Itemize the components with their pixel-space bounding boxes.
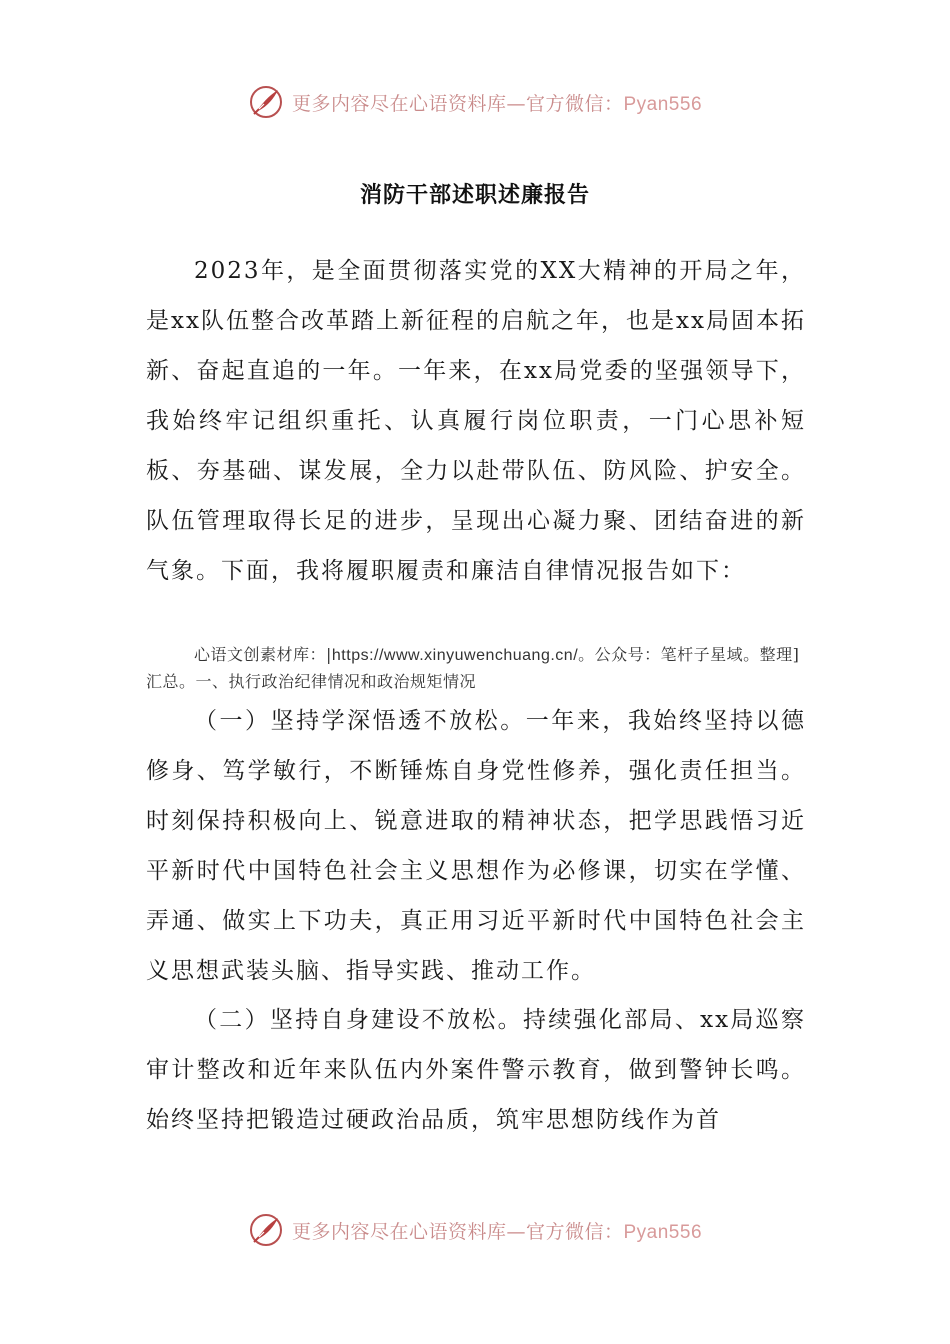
paragraph-section-2: （二）坚持自身建设不放松。持续强化部局、xx局巡察审计整改和近年来队伍内外案件警示教育，做到警钟长鸣。始终坚持把锻造过硬政治品质，筑牢思想防线作为首 (146, 1007, 806, 1133)
paragraph-section-1: （一）坚持学深悟透不放松。一年来，我始终坚持以德修身、笃学敏行，不断锤炼自身党性修养，强化责任担当。时刻保持积极向上、锐意进取的精神状态，把学思践悟习近平新时代中国特色社会主义思想作为必修课，切实在学懂、弄通、做实上下功夫，真正用习近平新时代中国特色社会主义思想武装头脑、指导实践、推动工作。 (146, 708, 806, 984)
source-note-prefix: 心语文创素材库：| (194, 645, 332, 664)
banner-wechat-id: Pyan556 (623, 1221, 703, 1243)
header-banner (0, 80, 950, 124)
banner-prefix: 更多内容尽在心语资料库—官方微信： (291, 92, 624, 115)
banner-text (292, 89, 702, 116)
banner-wechat-id: Pyan556 (623, 93, 703, 115)
banner-text (292, 1217, 702, 1244)
banner-prefix: 更多内容尽在心语资料库—官方微信： (291, 1220, 624, 1243)
source-note-suffix: 。公众号：笔杆子星域。整理]汇总。一、执行政治纪律情况和政治规矩情况 (146, 645, 800, 691)
source-note-url[interactable]: https://www.xinyuwenchuang.cn/ (331, 647, 579, 664)
quill-pen-logo-icon (248, 1212, 284, 1248)
paragraph-intro: 2023年，是全面贯彻落实党的XX大精神的开局之年，是xx队伍整合改革踏上新征程的启航之年，也是xx局固本拓新、奋起直追的一年。一年来，在xx局党委的坚强领导下，我始终牢记组织重托、认真履行岗位职责，一门心思补短板、夯基础、谋发展，全力以赴带队伍、防风险、护安全。队伍管理取得长足的进步，呈现出心凝力聚、团结奋进的新气象。下面，我将履职履责和廉洁自律情况报告如下： (146, 258, 806, 584)
quill-pen-logo-icon (248, 84, 284, 120)
footer-banner (0, 1208, 950, 1252)
source-note (146, 642, 806, 695)
document-title: 消防干部述职述廉报告 (359, 182, 590, 208)
